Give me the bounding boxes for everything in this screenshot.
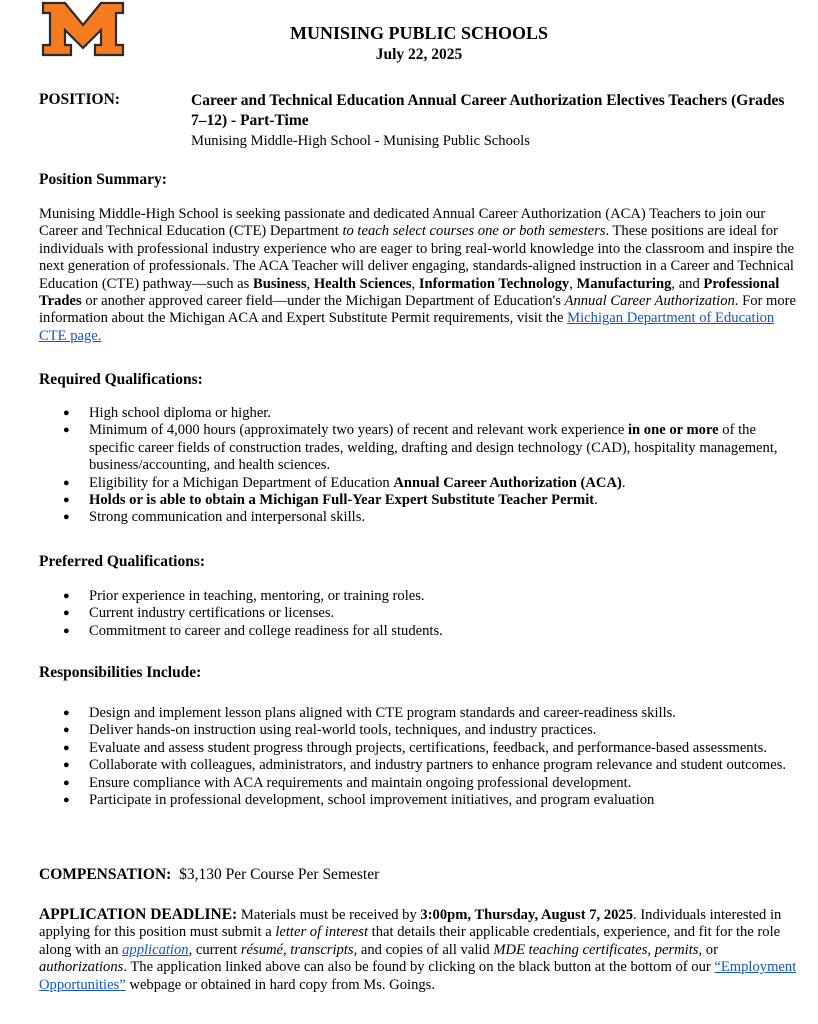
list-item: ● Current industry certifications or licenses. <box>39 605 802 622</box>
position-block <box>191 91 802 150</box>
required-heading: Required Qualifications: <box>39 371 203 388</box>
list-item: ● Deliver hands-on instruction using real-world tools, techniques, and industry practices. <box>39 722 802 739</box>
list-item: ● Holds or is able to obtain a Michigan Full-Year Expert Substitute Teacher Permit. <box>39 492 802 509</box>
list-item: ● Design and implement lesson plans aligned with CTE program standards and career-readiness skills. <box>39 705 802 722</box>
position-label: POSITION: <box>39 91 120 108</box>
list-item: ● Participate in professional development, school improvement initiatives, and program evaluation <box>39 792 802 809</box>
compensation-label: COMPENSATION: <box>39 866 172 883</box>
deadline-label: APPLICATION DEADLINE: <box>39 906 238 923</box>
application-link[interactable]: application <box>122 941 189 958</box>
compensation-value: $3,130 Per Course Per Semester <box>179 866 380 883</box>
list-item: ● Prior experience in teaching, mentoring, or training roles. <box>39 588 802 605</box>
list-item: ● Evaluate and assess student progress through projects, certifications, feedback, and performance-based assessments. <box>39 740 802 757</box>
list-item: ● Eligibility for a Michigan Department of Education Annual Career Authorization (ACA). <box>39 475 802 492</box>
list-item: ● Ensure compliance with ACA requirements and maintain ongoing professional development. <box>39 775 802 792</box>
responsibilities-heading: Responsibilities Include: <box>39 664 202 681</box>
required-list <box>39 405 802 527</box>
list-item: ● High school diploma or higher. <box>39 405 802 422</box>
preferred-list <box>39 588 802 640</box>
mde-cte-link[interactable]: Michigan Department of Education CTE page. <box>39 310 775 344</box>
list-item: ● Strong communication and interpersonal skills. <box>39 509 802 526</box>
compensation-line <box>39 866 802 883</box>
deadline-paragraph: APPLICATION DEADLINE: Materials must be received by 3:00pm, Thursday, August 7, 2025. Individuals interested in applying for this position must submit a letter of interest that details their applicable credentials, experience, and fit for the role along with an application, current résumé, transcripts, and copies of all valid MDE teaching certificates, permits, or authorizations. The application linked above can also be found by clicking on the black button at the bottom of our “Employment Opportunities” webpage or obtained in hard copy from Ms. Goings. <box>39 906 797 993</box>
list-item: ● Collaborate with colleagues, administrators, and industry partners to enhance program relevance and student outcomes. <box>39 757 802 774</box>
position-location: Munising Middle-High School - Munising Public Schools <box>191 133 530 149</box>
school-name: MUNISING PUBLIC SCHOOLS <box>289 23 549 43</box>
responsibilities-list <box>39 705 802 809</box>
preferred-heading: Preferred Qualifications: <box>39 553 206 570</box>
list-item: ● Commitment to career and college readiness for all students. <box>39 623 802 640</box>
document-date: July 22, 2025 <box>375 46 463 63</box>
summary-heading: Position Summary: <box>39 171 167 188</box>
employment-opportunities-link[interactable]: “Employment Opportunities” <box>39 959 797 993</box>
summary-paragraph: Munising Middle-High School is seeking passionate and dedicated Annual Career Authorization (ACA) Teachers to join our Career and Technical Education (CTE) Department to teach select courses one or both semesters. These positions are ideal for individuals with professional industry experience who are eager to bring real-world knowledge into the classroom and inspire the next generation of professionals. The ACA Teacher will deliver engaging, standards-aligned instruction in a Career and Technical Education (CTE) pathway—such as Business, Health Sciences, Information Technology, Manufacturing, and Professional Trades or another approved career field—under the Michigan Department of Education's Annual Career Authorization. For more information about the Michigan ACA and Expert Substitute Permit requirements, visit the Michigan Department of Education CTE page. <box>39 206 797 344</box>
position-title: Career and Technical Education Annual Career Authorization Electives Teachers (Grades 7–12) - Part-Time <box>191 92 785 129</box>
list-item: ● Minimum of 4,000 hours (approximately two years) of recent and relevant work experience in one or more of the specific career fields of construction trades, welding, drafting and design technology (CAD), hospitality management, business/accounting, and health sciences. <box>39 422 802 474</box>
